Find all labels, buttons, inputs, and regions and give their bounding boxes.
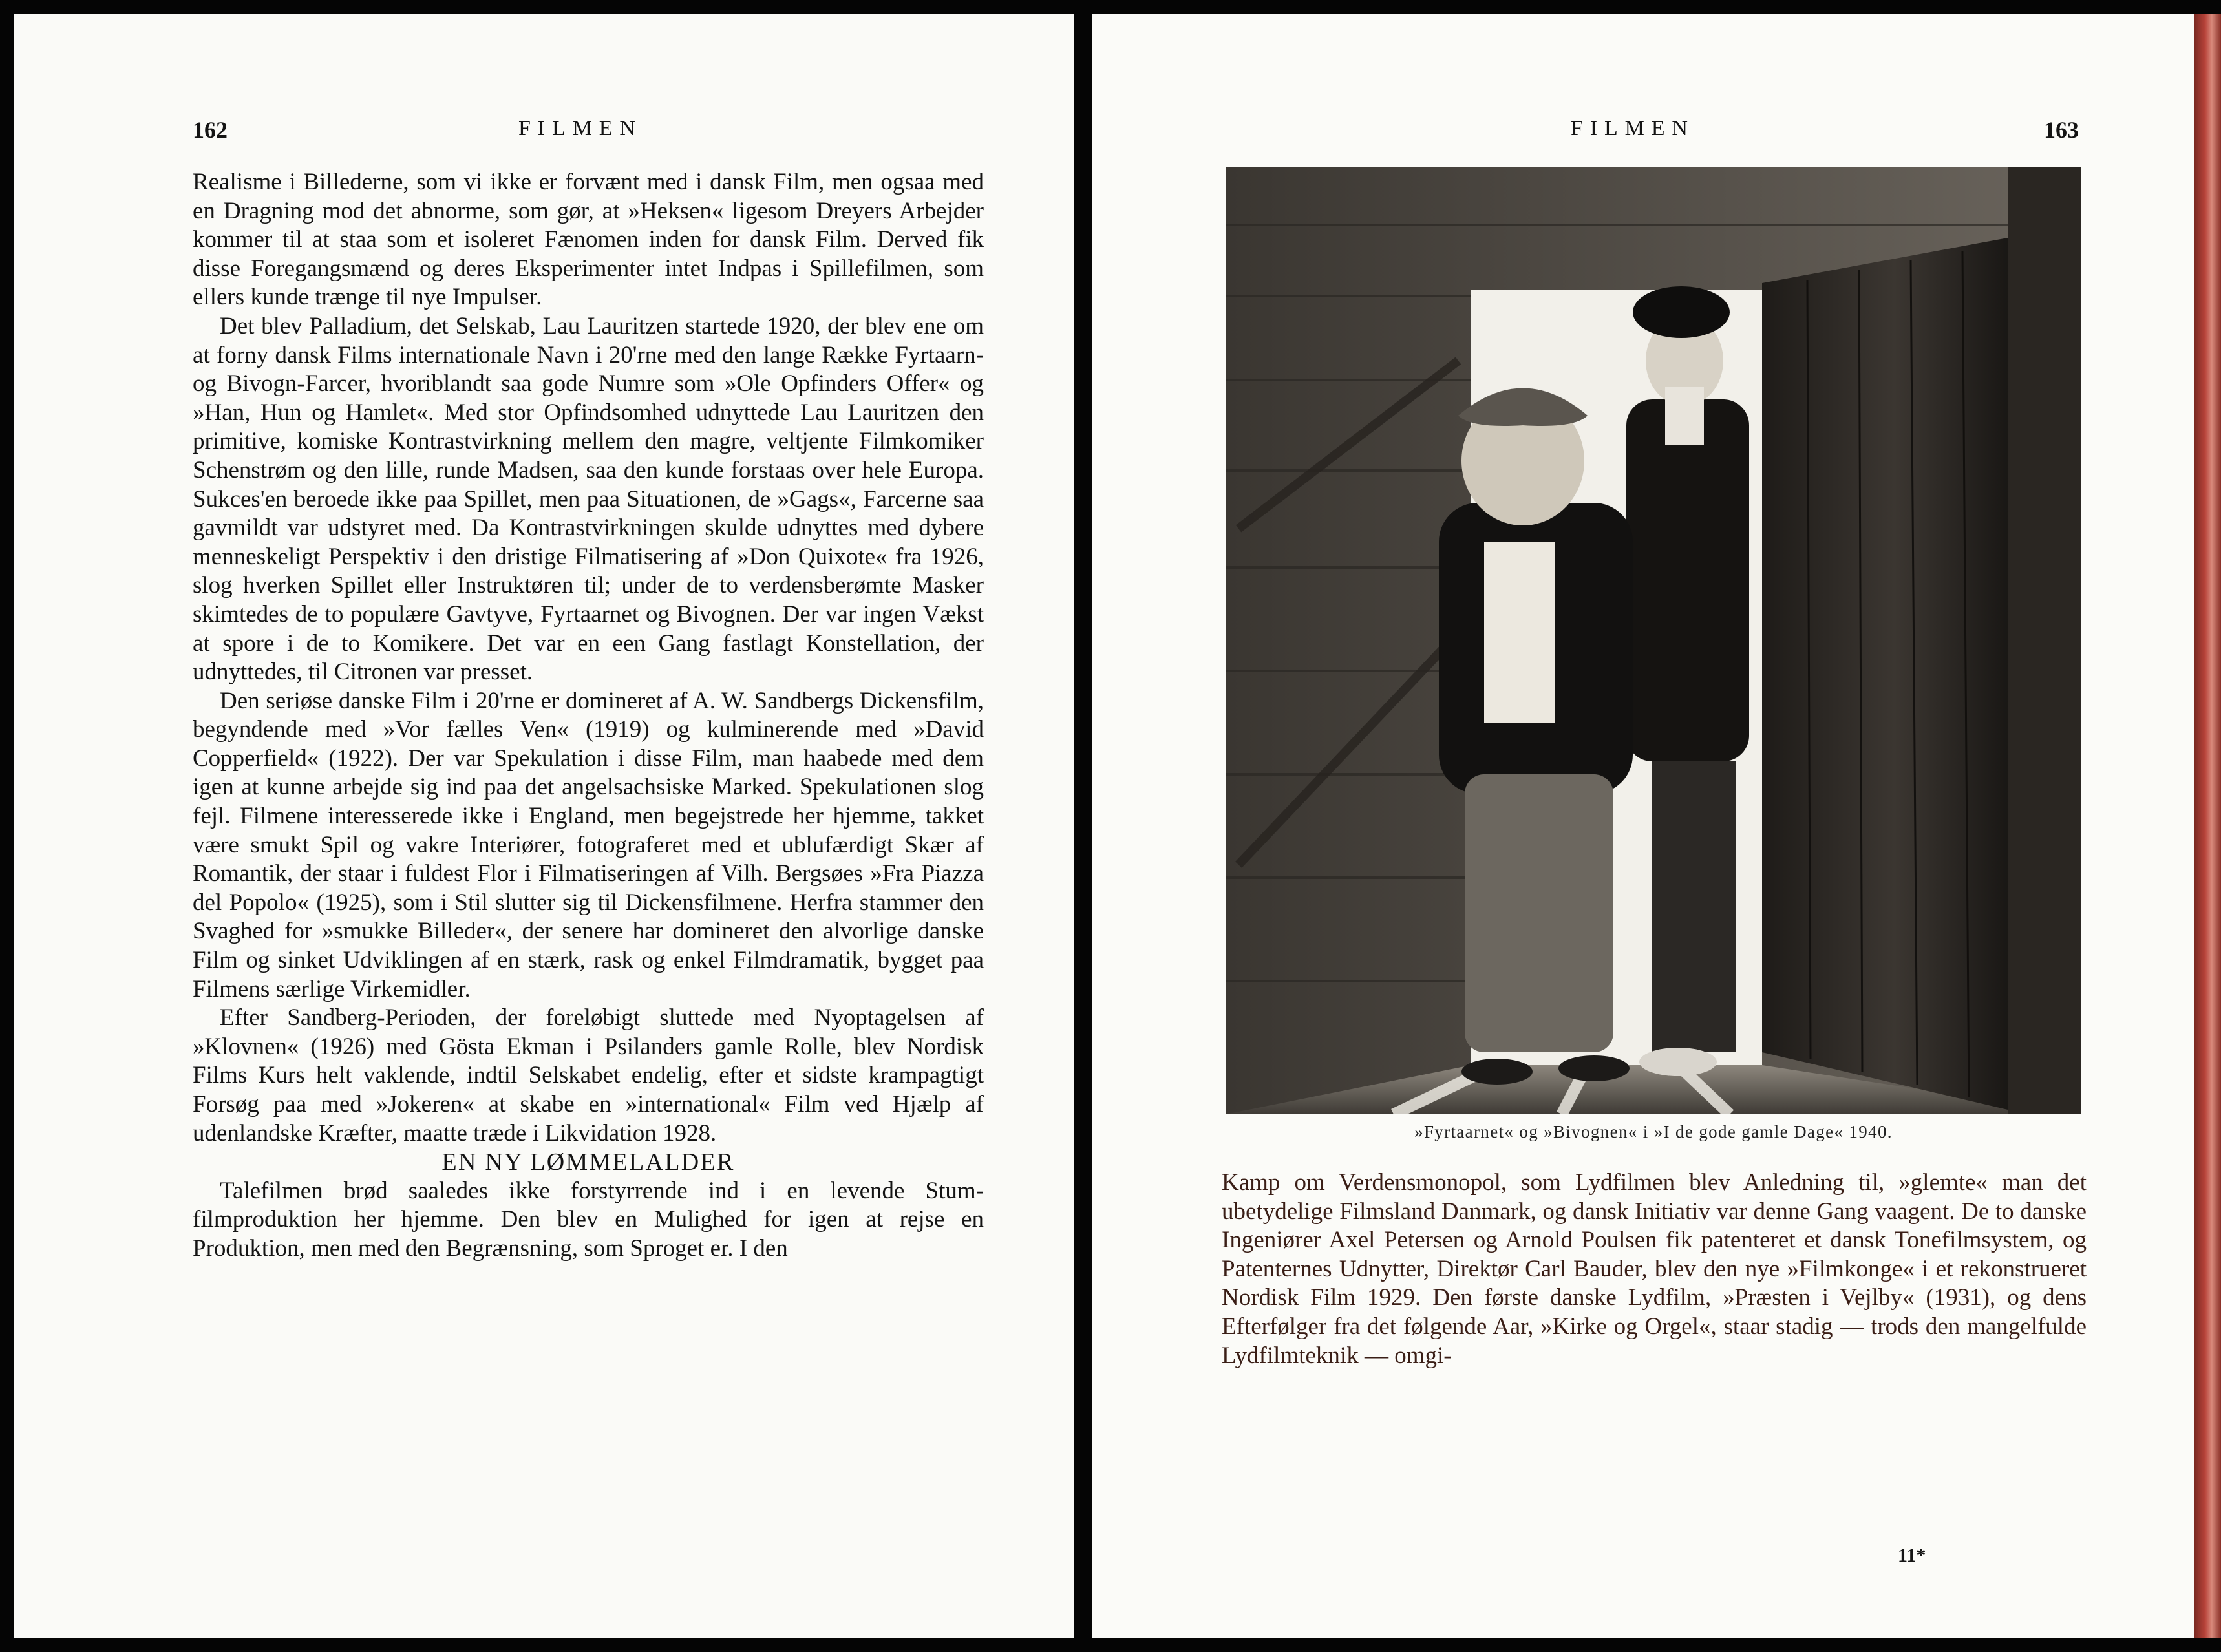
- paragraph: Efter Sandberg-Perioden, der foreløbigt sluttede med Nyoptagelsen af »Klovnen« (1926) med Gösta Ekman i Psilanders gamle Rolle, blev Nordisk Films Kurs helt vaklende, indtil Selskabet endelig, efter et sidste krampagtigt Forsøg paa med »Jokeren« at skabe en »international« Film ved Hjælp af udenlandske Kræfter, maatte træde i Likvidation 1928.: [193, 1004, 984, 1147]
- paragraph: Den seriøse danske Film i 20'rne er domineret af A. W. Sandbergs Dickensfilm, begyndende med »Vor fælles Ven« (1919) og kulminerende med »David Copperfield« (1922). Der var Spekulation i disse Film, man haabede med dem igen at kunne arbejde sig ind paa det angelsachsiske Marked. Spekulationen slog fejl. Filmene interesserede ikke i England, men begejstrede her hjemme, takket være smukt Spil og vakre Interiører, fotograferet med et ublufærdigt Skær af Romantik, der staar i fuldest Flor i Filmatiseringen af Vilh. Bergsøes »Fra Piazza del Popolo« (1925), som i Stil slutter sig til Dickensfilmene. Herfra stammer den Svaghed for »smukke Billeder«, der senere har domineret den alvorlige danske Film og sinket Udviklingen af en stærk, rask og enkel Filmdramatik, bygget paa Filmens særlige Virkemidler.: [193, 687, 984, 1002]
- paragraph: Talefilmen brød saaledes ikke forstyrrende ind i en levende Stumfilmproduktion her hjemme. Den blev en Mulighed for igen at rejse en Produktion, men med den Begrænsning, som Sproget er. I den: [193, 1177, 984, 1262]
- signature-mark: 11*: [1898, 1545, 1926, 1566]
- paragraph: Realisme i Billederne, som vi ikke er forvænt med i dansk Film, men ogsaa med en Dragning mod det abnorme, som gør, at »Heksen« ligesom Dreyers Arbejder kommer til at staa som et isoleret Fænomen inden for dansk Film. Derved fik disse Foregangsmænd og deres Eksperimenter intet Indpas i Spillefilmen, som ellers kunde trænge til nye Impulser.: [193, 169, 984, 311]
- left-body-text: [193, 168, 984, 1264]
- film-still-illustration: [1226, 167, 2081, 1114]
- right-page: [1092, 14, 2194, 1638]
- left-page: [14, 14, 1074, 1638]
- page-number-left: 162: [193, 117, 228, 143]
- right-body-text: [1222, 1169, 2087, 1370]
- film-still-photo: [1226, 167, 2081, 1114]
- book-edge: [2194, 14, 2221, 1638]
- section-heading: EN NY LØMMELALDER: [441, 1149, 735, 1176]
- running-head-left: FILMEN: [518, 116, 643, 140]
- photo-caption: »Fyrtaarnet« og »Bivognen« i »I de gode gamle Dage« 1940.: [1414, 1122, 1893, 1141]
- paragraph: Kamp om Verdensmonopol, som Lydfilmen blev Anledning til, »glemte« man det ubetydelige Filmsland Danmark, og dansk Initiativ var denne Gang vaagent. De to danske Ingeniører Axel Petersen og Arnold Poulsen fik patenteret et dansk Tonefilmsystem, og Patenternes Udnytter, Direktør Carl Bauder, blev den nye »Filmkonge« i et rekonstrueret Nordisk Film 1929. Den første danske Lydfilm, »Præsten i Vejlby« (1931), og dens Efterfølger fra det følgende Aar, »Kirke og Orgel«, staar stadig — trods den mangelfulde Lydfilmteknik — omgi-: [1222, 1169, 2087, 1369]
- page-number-right: 163: [2044, 117, 2079, 143]
- paragraph: Det blev Palladium, det Selskab, Lau Lauritzen startede 1920, der blev ene om at forny dansk Films internationale Navn i 20'rne med den lange Række Fyrtaarn- og Bivogn-Farcer, hvoriblandt saa gode Numre som »Ole Opfinders Offer« og »Han, Hun og Hamlet«. Med stor Opfindsomhed udnyttede Lau Lauritzen den primitive, komiske Kontrastvirkning mellem den magre, veltjente Filmkomiker Schenstrøm og den lille, runde Madsen, saa den kunde forstaas over hele Europa. Sukces'en beroede ikke paa Spillet, men paa Situationen, de »Gags«, Farcerne saa gavmildt var udstyret med. Da Kontrastvirkningen skulde udnyttes med dybere menneskeligt Perspektiv i den dristige Filmatisering af »Don Quixote« fra 1926, slog hverken Spillet eller Instruktøren til; under de to verdensberømte Masker skimtedes de to populære Gavtyve, Fyrtaarnet og Bivognen. Der var ingen Vækst at spore i de to Komikere. Det var en een Gang fastlagt Konstellation, der udnyttedes, til Citronen var presset.: [193, 312, 984, 686]
- running-head-right: FILMEN: [1571, 116, 1695, 140]
